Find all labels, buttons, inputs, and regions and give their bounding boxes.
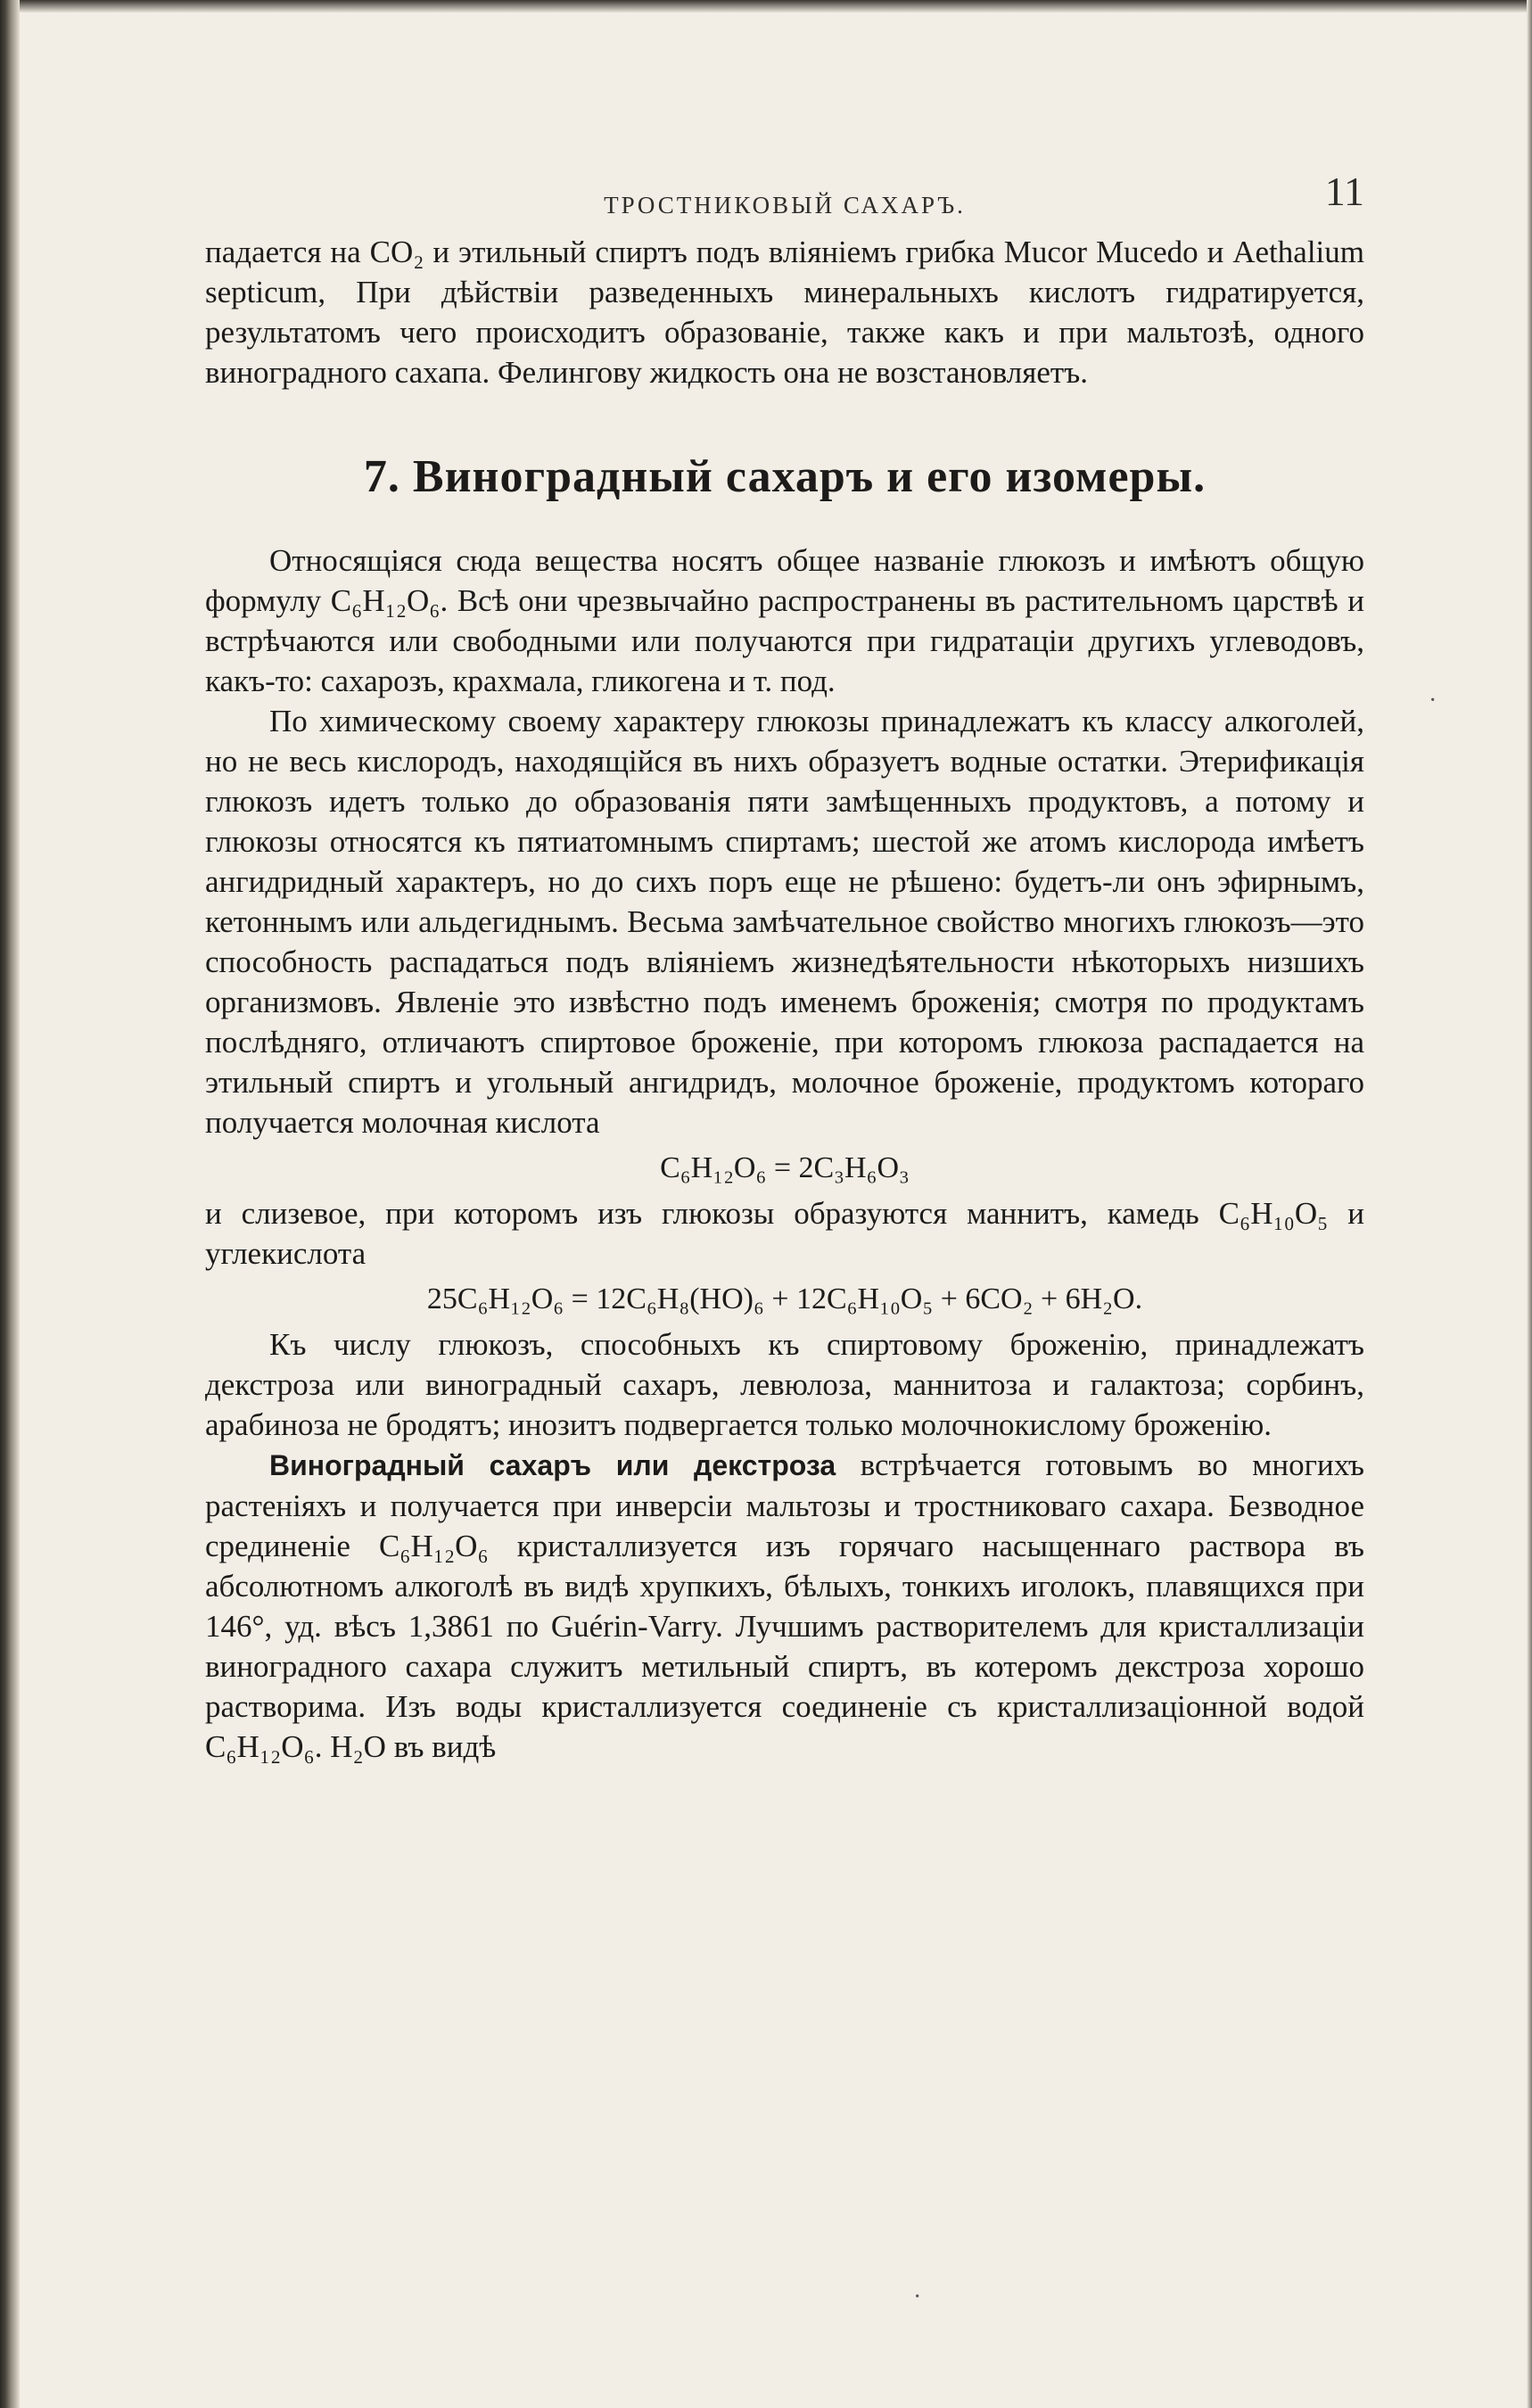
paragraph-intro: падается на CO₂ и этильный спиртъ подъ вліяніемъ грибка Mucor Mucedo и Aethalium septicum, При дѣйствіи разведенныхъ минеральныхъ кислотъ гидратируется, результатомъ чего происходитъ образованіе, также какъ и при мальтозѣ, одного виноградного сахапа. Фелингову жидкость она не возстановляетъ. xyxy=(205,235,1364,390)
paragraph-5-lead: Виноградный сахаръ или декстроза xyxy=(269,1449,836,1481)
paragraph-1: Относящіяся сюда вещества носятъ общее названіе глюкозъ и имѣютъ общую формулу C₆H₁₂O₆. Всѣ они чрезвычайно распространены въ растительномъ царствѣ и встрѣчаются или свободными или получаются при гидратаціи другихъ углеводовъ, какъ-то: сахарозъ, крахмала, гликогена и т. под. xyxy=(205,543,1364,698)
page-header xyxy=(205,169,1364,232)
speck-mark: · xyxy=(913,2283,922,2311)
paragraph-5 xyxy=(205,1445,1364,1767)
paragraph-4: Къ числу глюкозъ, способныхъ къ спиртовому броженію, принадлежатъ декстроза или виноградный сахаръ, левюлоза, маннитоза и галактоза; сорбинъ, арабиноза не бродятъ; инозитъ подвергается только молочнокислому броженію. xyxy=(205,1327,1364,1442)
page-number: 11 xyxy=(1324,169,1364,214)
page-content xyxy=(205,169,1364,1767)
section-heading: 7. Виноградный сахаръ и его изомеры. xyxy=(363,451,1207,502)
formula-mucous: 25C₆H₁₂O₆ = 12C₆H₈(HO)₆ + 12C₆H₁₀O₅ + 6CO₂ + 6H₂O. xyxy=(426,1282,1143,1315)
running-head: ТРОСТНИКОВЫЙ САХАРЪ. xyxy=(604,192,966,219)
page-right-shadow xyxy=(1527,0,1532,2408)
speck-mark: · xyxy=(1429,687,1437,714)
formula-lactic: C₆H₁₂O₆ = 2C₃H₆O₃ xyxy=(660,1151,910,1184)
paragraph-3: и слизевое, при которомъ изъ глюкозы образуются маннитъ, камедь C₆H₁₀O₅ и углекислота xyxy=(205,1196,1364,1271)
page-binding-edge xyxy=(0,0,20,2408)
page-top-shadow xyxy=(0,0,1532,12)
paragraph-5-rest: встрѣчается готовымъ во многихъ растеніяхъ и получается при инверсіи мальтозы и тростниковаго сахара. Безводное срединеніе C₆H₁₂O₆ кристаллизуется изъ горячаго насыщеннаго раствора въ абсолютномъ алкоголѣ въ видѣ хрупкихъ, бѣлыхъ, тонкихъ иголокъ, плавящихся при 146°, уд. вѣсъ 1,3861 по Guérin-Varry. Лучшимъ растворителемъ для кристаллизаціи виноградного сахара служитъ метильный спиртъ, въ котеромъ декстроза хорошо растворима. Изъ воды кристаллизуется соединеніе съ кристаллизаціонной водой C₆H₁₂O₆. H₂O въ видѣ xyxy=(205,1447,1365,1764)
paragraph-2: По химическому своему характеру глюкозы принадлежатъ къ классу алкоголей, но не весь кислородъ, находящійся въ нихъ образуетъ водные остатки. Этерификація глюкозъ идетъ только до образованія пяти замѣщенныхъ продуктовъ, а потому и глюкозы относятся къ пятиатомнымъ спиртамъ; шестой же атомъ кислорода имѣетъ ангидридный характеръ, но до сихъ поръ еще не рѣшено: будетъ-ли онъ эфирнымъ, кетоннымъ или альдегиднымъ. Весьма замѣчательное свойство многихъ глюкозъ—это способность распадаться подъ вліяніемъ жизнедѣятельности нѣкоторыхъ низшихъ организмовъ. Явленіе это извѣстно подъ именемъ броженія; смотря по продуктамъ послѣдняго, отличаютъ спиртовое броженіе, при которомъ глюкоза распадается на этильный спиртъ и угольный ангидридъ, молочное броженіе, продуктомъ котораго получается молочная кислота xyxy=(205,704,1364,1140)
